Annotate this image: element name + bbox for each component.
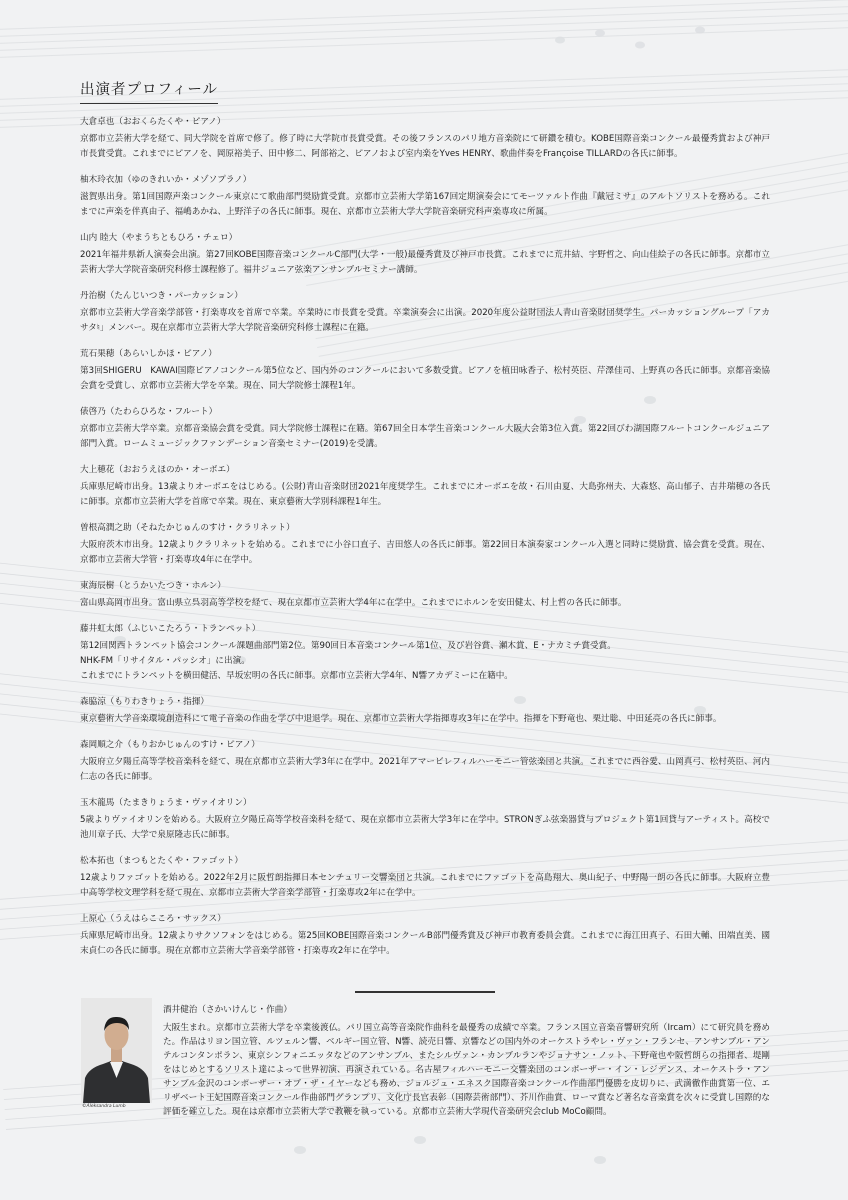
performer-name: 松本拓也（まつもとたくや・ファゴット） <box>80 856 243 866</box>
profiles-section <box>80 78 770 971</box>
composer-name: 酒井健治（さかいけんじ・作曲） <box>163 1005 292 1015</box>
performer-bio: 第12回関西トランペット協会コンクール課題曲部門第2位。第90回日本音楽コンクール第1位、及び岩谷賞、瀬木賞、E・ナカミチ賞受賞。 NHK-FM「リサイタル・パッシオ」に出演。 これまでにトランペットを横田健活、早坂宏明の各氏に師事。京都市立芸術大学4年、N響アカデミーに在籍中。 <box>80 641 616 681</box>
performer-bio: 兵庫県尼崎市出身。13歳よりオーボエをはじめる。(公財)青山音楽財団2021年度奨学生。これまでにオーボエを故・石川由夏、大島弥州夫、大森悠、高山郁子、吉井瑞穂の各氏に師事。京都市立芸術大学を首席で卒業。現在、東京藝術大学別科課程1年生。 <box>80 482 770 507</box>
performer-bio: 大阪府茨木市出身。12歳よりクラリネットを始める。これまでに小谷口直子、吉田悠人の各氏に師事。第22回日本演奏家コンクール入選と同時に奨励賞、協会賞を受賞。現在、京都市立芸術大学管・打楽専攻4年に在学中。 <box>80 540 770 565</box>
performer-bio: 京都市立芸術大学卒業。京都音楽協会賞を受賞。同大学院修士課程に在籍。第67回全日本学生音楽コンクール大阪大会第3位入賞。第22回びわ湖国際フルートコンクールジュニア部門入賞。ロームミュージックファンデーション音楽セミナー(2019)を受講。 <box>80 424 770 449</box>
profile-entry <box>80 232 770 278</box>
profile-entry <box>80 696 770 727</box>
profile-entry <box>80 522 770 568</box>
performer-bio: 兵庫県尼崎市出身。12歳よりサクソフォンをはじめる。第25回KOBE国際音楽コンクールB部門優秀賞及び神戸市教育委員会賞。これまでに海江田真子、石田大輔、田端直美、國末貞仁の各氏に師事。現在京都市立芸術大学音楽学部管・打楽専攻2年に在学中。 <box>80 931 770 956</box>
performer-name: 荒石果穂（あらいしかほ・ピアノ） <box>80 349 217 359</box>
performer-name: 山内 睦大（やまうちともひろ・チェロ） <box>80 233 238 243</box>
profile-list <box>80 116 770 959</box>
performer-name: 柚木玲衣加（ゆのきれいか・メゾソプラノ） <box>80 175 252 185</box>
profile-entry <box>80 855 770 901</box>
performer-bio: 第3回SHIGERU KAWAI国際ピアノコンクール第5位など、国内外のコンクールにおいて多数受賞。ピアノを植田咏香子、松村英臣、芹澤佳司、上野真の各氏に師事。京都音楽協会賞を受賞し、京都市立芸術大学を卒業。現在、同大学院修士課程1年。 <box>80 366 770 391</box>
profile-entry <box>80 797 770 843</box>
performer-name: 俵啓乃（たわらひろな・フルート） <box>80 407 218 417</box>
section-divider <box>355 991 495 993</box>
profile-entry <box>80 580 770 611</box>
performer-name: 丹治樹（たんじいつき・パーカッション） <box>80 291 243 301</box>
performer-bio: 滋賀県出身。第1回国際声楽コンクール東京にて歌曲部門奨励賞受賞。京都市立芸術大学第167回定期演奏会にてモーツァルト作曲『戴冠ミサ』のアルトソリストを務める。これまでに声楽を伴真由子、福嶋あかね、上野洋子の各氏に師事。現在、京都市立芸術大学大学院音楽研究科声楽専攻に所属。 <box>80 192 770 217</box>
page-title: 出演者プロフィール <box>80 82 219 98</box>
performer-name: 曽根高潤之助（そねたかじゅんのすけ・クラリネット） <box>80 523 295 533</box>
profile-entry <box>80 348 770 394</box>
profile-entry <box>80 290 770 336</box>
profile-entry <box>80 913 770 959</box>
profile-entry <box>80 739 770 785</box>
photo-credit: ©Aleksandra Lumb <box>82 1104 126 1109</box>
performer-name: 藤井虹太郎（ふじいこたろう・トランペット） <box>80 624 261 634</box>
profile-entry <box>80 116 770 162</box>
performer-name: 東海辰樹（とうかいたつき・ホルン） <box>80 581 226 591</box>
heading-underline <box>80 78 218 104</box>
composer-bio: 大阪生まれ。京都市立芸術大学を卒業後渡仏。パリ国立高等音楽院作曲科を最優秀の成績で卒業。フランス国立音楽音響研究所（Ircam）にて研究員を務めた。作品はリヨン国立管、ルツェルン響、ベルギー国立管、N響、読売日響、京響などの国内外のオーケストラやレ・ヴァン・フランセ、アンサンブル・アンテルコンタンポラン、東京シンフォニエッタなどのアンサンブル、またシルヴァン・カンブルランやジョナサン・ノット、下野竜也や阪哲朗らの指揮者、堤剛をはじめとするソリスト達によって世界初演、再演されている。名古屋フィルハーモニー交響楽団のコンポーザー・イン・レジデンス、オーケストラ・アンサンブル金沢のコンポーザー・オブ・ザ・イヤーなども務め、ジョルジュ・エネスク国際音楽コンクール作曲部門優勝を皮切りに、武満徹作曲賞第一位、エリザベート王妃国際音楽コンクール作曲部門グランプリ、文化庁長官表彰（国際芸術部門）、芥川作曲賞、ローマ賞など著名な音楽賞を次々に受賞し国際的な評価を確立した。現在は京都市立芸術大学で教鞭を執っている。京都市立芸術大学現代音楽研究会club MoCo顧問。 <box>163 1023 770 1117</box>
performer-bio: 大阪府立夕陽丘高等学校音楽科を経て、現在京都市立芸術大学3年に在学中。2021年アマービレフィルハーモニー管弦楽団と共演。これまでに西谷愛、山岡真弓、松村英臣、河内仁志の各氏に師事。 <box>80 757 770 782</box>
performer-bio: 5歳よりヴァイオリンを始める。大阪府立夕陽丘高等学校音楽科を経て、現在京都市立芸術大学3年に在学中。STRONぎふ弦楽器貸与プロジェクト第1回貸与アーティスト。高校で池川章子氏、大学で泉原隆志氏に師事。 <box>80 815 770 840</box>
performer-bio: 富山県高岡市出身。富山県立呉羽高等学校を経て、現在京都市立芸術大学4年に在学中。これまでにホルンを安田健太、村上哲の各氏に師事。 <box>80 598 627 608</box>
performer-name: 大倉卓也（おおくらたくや・ピアノ） <box>80 117 226 127</box>
performer-name: 玉木龍馬（たまきりょうま・ヴァイオリン） <box>80 798 252 808</box>
profile-entry <box>80 174 770 220</box>
profile-entry <box>80 623 770 684</box>
composer-profile <box>163 1004 770 1119</box>
performer-bio: 京都市立芸術大学音楽学部管・打楽専攻を首席で卒業。卒業時に市長賞を受賞。卒業演奏会に出演。2020年度公益財団法人青山音楽財団奨学生。パーカッショングループ「アカサタ♮」メンバー。現在京都市立芸術大学大学院音楽研究科修士課程に在籍。 <box>80 308 770 333</box>
composer-photo <box>81 998 152 1103</box>
profile-entry <box>80 406 770 452</box>
performer-name: 森脇涼（もりわきりょう・指揮） <box>80 697 209 707</box>
performer-name: 上原心（うえはらこころ・サックス） <box>80 914 226 924</box>
performer-bio: 京都市立芸術大学を経て、同大学院を首席で修了。修了時に大学院市長賞受賞。その後フランスのパリ地方音楽院にて研鑽を積む。KOBE国際音楽コンクール最優秀賞および神戸市長賞受賞。これまでにピアノを、岡原裕美子、田中修二、阿部裕之、ピアノおよび室内楽をYves HENRY、歌曲伴奏をFrançoise TILLARDの各氏に師事。 <box>80 134 770 159</box>
performer-name: 大上穂花（おおうえほのか・オーボエ） <box>80 465 235 475</box>
performer-bio: 2021年福井県新人演奏会出演。第27回KOBE国際音楽コンクールC部門(大学・一般)最優秀賞及び神戸市長賞。これまでに荒井結、宇野哲之、向山佳絵子の各氏に師事。京都市立芸術大学大学院音楽研究科修士課程修了。福井ジュニア弦楽アンサンブルセミナー講師。 <box>80 250 770 275</box>
profile-entry <box>80 464 770 510</box>
performer-name: 森岡順之介（もりおかじゅんのすけ・ピアノ） <box>80 740 260 750</box>
performer-bio: 12歳よりファゴットを始める。2022年2月に阪哲朗指揮日本センチュリー交響楽団と共演。これまでにファゴットを高島翔大、奥山紀子、中野陽一朗の各氏に師事。大阪府立豊中高等学校文理学科を経て現在、京都市立芸術大学音楽学部管・打楽専攻2年に在学中。 <box>80 873 770 898</box>
performer-bio: 東京藝術大学音楽環境創造科にて電子音楽の作曲を学び中退退学。現在、京都市立芸術大学指揮専攻3年に在学中。指揮を下野竜也、栗辻聡、中田延亮の各氏に師事。 <box>80 714 722 724</box>
